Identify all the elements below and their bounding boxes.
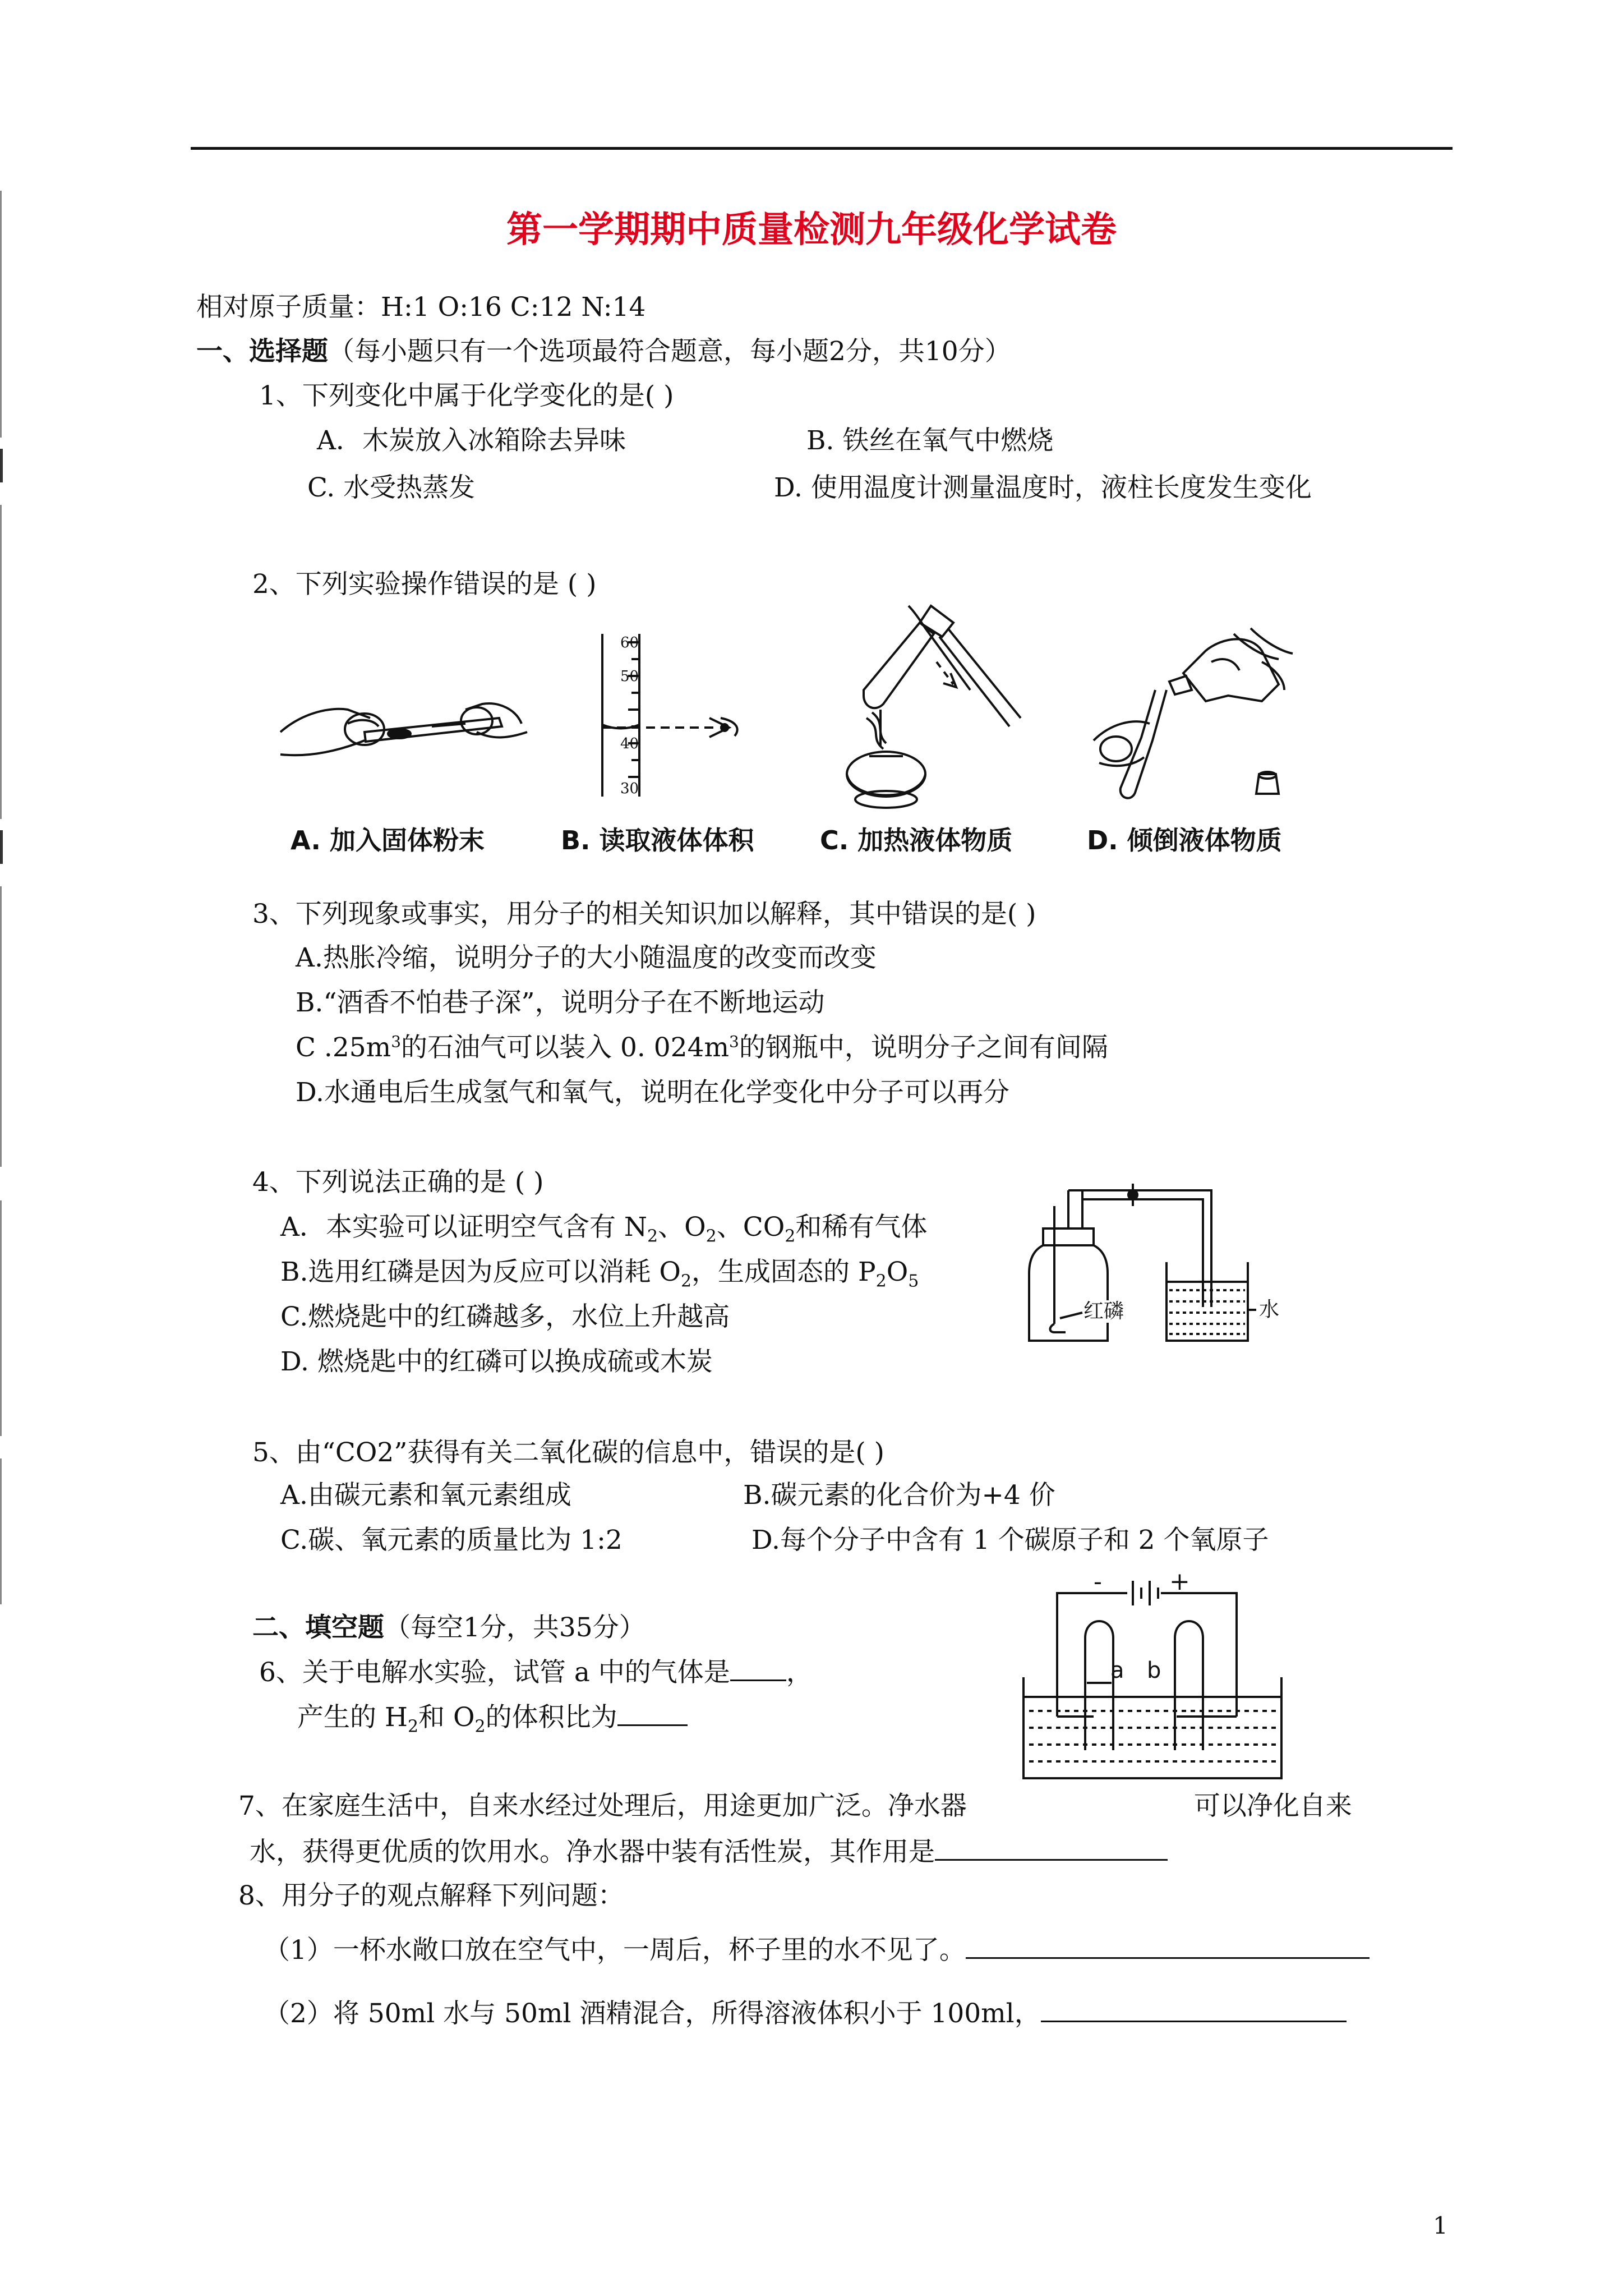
q4-b-part2: ，生成固态的 P (691, 1257, 876, 1287)
header-rule (191, 147, 1453, 150)
section-choice-heading (196, 335, 1011, 369)
q6-line2 (297, 1700, 688, 1737)
q4-b-sub1: 2 (680, 1271, 692, 1291)
q5-option-a: A.由碳元素和氧元素组成 (280, 1480, 571, 1511)
q5-option-d: D.每个分子中含有 1 个碳原子和 2 个氧原子 (751, 1525, 1269, 1556)
q6-answer-blank-1[interactable] (730, 1655, 786, 1681)
q4-b-sub2: 2 (875, 1271, 887, 1291)
section-choice-title: 一、选择题 (196, 336, 328, 367)
label-red-phosphorus: 红磷 (1083, 1300, 1124, 1323)
scale-tick-40: 40 (620, 735, 639, 752)
scale-tick-60: 60 (620, 634, 639, 651)
q6-line1 (259, 1655, 813, 1690)
q4-stem: 4、下列说法正确的是 ( ) (252, 1167, 544, 1198)
q6-line2-part1: 产生的 H (297, 1702, 408, 1733)
label-water-q4: 水 (1259, 1298, 1280, 1321)
q7-line2 (250, 1834, 1168, 1869)
q8-part1-text: （1）一杯水敞口放在空气中，一周后，杯子里的水不见了。 (264, 1935, 966, 1966)
electrode-minus: - (1094, 1567, 1102, 1596)
q1-option-d: D. 使用温度计测量温度时，液柱长度发生变化 (774, 472, 1312, 503)
section-fill-note: （每空1分，共35分） (384, 1612, 645, 1643)
q3-option-c (296, 1031, 1108, 1065)
q7-line1-part1: 7、在家庭生活中，自来水经过处理后，用途更加广泛。净水器 (238, 1791, 967, 1821)
figure-add-solid-powder (280, 679, 527, 780)
q2-stem: 2、下列实验操作错误的是 ( ) (252, 569, 597, 600)
q5-option-c: C.碳、氧元素的质量比为 1:2 (280, 1525, 623, 1556)
q2-caption-c: C. 加热液体物质 (820, 825, 1013, 855)
q5-stem: 5、由“CO2”获得有关二氧化碳的信息中，错误的是( ) (252, 1437, 884, 1468)
figure-read-liquid-volume (594, 634, 751, 802)
tube-label-b: b (1147, 1658, 1161, 1683)
q1-option-c: C. 水受热蒸发 (307, 472, 476, 503)
q6-line2-part3: 的体积比为 (485, 1702, 617, 1733)
q8-part2 (264, 1996, 1347, 2031)
q4-option-a (280, 1211, 927, 1244)
scale-tick-50: 50 (620, 668, 639, 685)
q4-a-part3: 、CO (716, 1212, 785, 1243)
q8-part1 (264, 1932, 1370, 1967)
q4-b-part1: B.选用红磷是因为反应可以消耗 O (280, 1257, 681, 1287)
q2-caption-a: A. 加入固体粉末 (291, 825, 485, 855)
q4-a-sub1: 2 (647, 1226, 658, 1246)
q4-a-sub3: 2 (785, 1226, 796, 1246)
q7-line2-text: 水，获得更优质的饮用水。净水器中装有活性炭，其作用是 (250, 1837, 935, 1867)
q3-stem: 3、下列现象或事实，用分子的相关知识加以解释，其中错误的是( ) (252, 899, 1036, 930)
q4-a-part1: A．本实验可以证明空气含有 N (280, 1212, 648, 1243)
scale-tick-30: 30 (620, 780, 639, 797)
q6-comma: ， (786, 1657, 813, 1688)
q5-option-b: B.碳元素的化合价为+4 价 (743, 1480, 1055, 1511)
q3-c-sup2: 3 (729, 1032, 739, 1051)
q4-b-part3: O (886, 1257, 909, 1287)
q6-sub-h2: 2 (407, 1717, 419, 1737)
q3-c-part2: 的石油气可以装入 0. 024m (401, 1032, 730, 1063)
electrode-plus: + (1169, 1567, 1190, 1596)
q8-answer-blank-1[interactable] (966, 1932, 1370, 1959)
q3-c-sup1: 3 (391, 1032, 402, 1051)
q6-answer-blank-2[interactable] (617, 1700, 688, 1726)
figure-heat-liquid (841, 606, 1026, 819)
q4-a-part4: 和稀有气体 (795, 1212, 928, 1243)
q4-option-c: C.燃烧匙中的红磷越多，水位上升越高 (280, 1301, 730, 1332)
figure-air-oxygen-apparatus (1026, 1184, 1262, 1346)
q3-option-d: D.水通电后生成氢气和氧气，说明在化学变化中分子可以再分 (296, 1077, 1009, 1108)
binding-margin (0, 191, 7, 1604)
q7-line1-part2: 可以净化自来 (1193, 1791, 1352, 1821)
section-fill-heading (252, 1611, 645, 1645)
q4-option-d: D. 燃烧匙中的红磷可以换成硫或木炭 (280, 1346, 713, 1377)
atomic-masses: 相对原子质量：H:1 O:16 C:12 N:14 (196, 292, 646, 323)
q7-answer-blank[interactable] (935, 1834, 1168, 1861)
q7-line1 (238, 1789, 1352, 1823)
q1-option-a: A．木炭放入冰箱除去异味 (317, 425, 626, 456)
section-fill-title: 二、填空题 (252, 1612, 384, 1643)
q6-sub-o2: 2 (474, 1717, 486, 1737)
q8-stem: 8、用分子的观点解释下列问题： (238, 1880, 624, 1911)
q4-b-sub3: 5 (908, 1271, 919, 1291)
q3-c-part3: 的钢瓶中，说明分子之间有间隔 (739, 1032, 1108, 1063)
q1-stem: 1、下列变化中属于化学变化的是( ) (259, 380, 674, 411)
tube-label-a: a (1110, 1658, 1124, 1683)
q4-a-part2: 、O (658, 1212, 706, 1243)
q3-c-part1: C .25m (296, 1032, 391, 1063)
q4-option-b (280, 1255, 919, 1289)
q8-part2-text: （2）将 50ml 水与 50ml 酒精混合，所得溶液体积小于 100ml， (264, 1998, 1041, 2029)
q8-answer-blank-2[interactable] (1041, 1996, 1347, 2022)
q6-line1-text: 6、关于电解水实验，试管 a 中的气体是 (259, 1657, 730, 1688)
q2-caption-b: B. 读取液体体积 (561, 825, 754, 855)
q3-option-b: B.“酒香不怕巷子深”，说明分子在不断地运动 (296, 987, 825, 1018)
q2-caption-d: D. 倾倒液体物质 (1087, 825, 1282, 855)
q3-option-a: A.热胀冷缩，说明分子的大小随温度的改变而改变 (296, 942, 877, 973)
q6-line2-part2: 和 O (418, 1702, 475, 1733)
q1-option-b: B. 铁丝在氧气中燃烧 (806, 425, 1054, 456)
exam-title: 第一学期期中质量检测九年级化学试卷 (506, 209, 1117, 251)
section-choice-note: （每小题只有一个选项最符合题意，每小题2分，共10分） (328, 336, 1011, 367)
q4-a-sub2: 2 (706, 1226, 717, 1246)
figure-pour-liquid (1094, 628, 1295, 813)
page-number: 1 (1433, 2212, 1448, 2239)
